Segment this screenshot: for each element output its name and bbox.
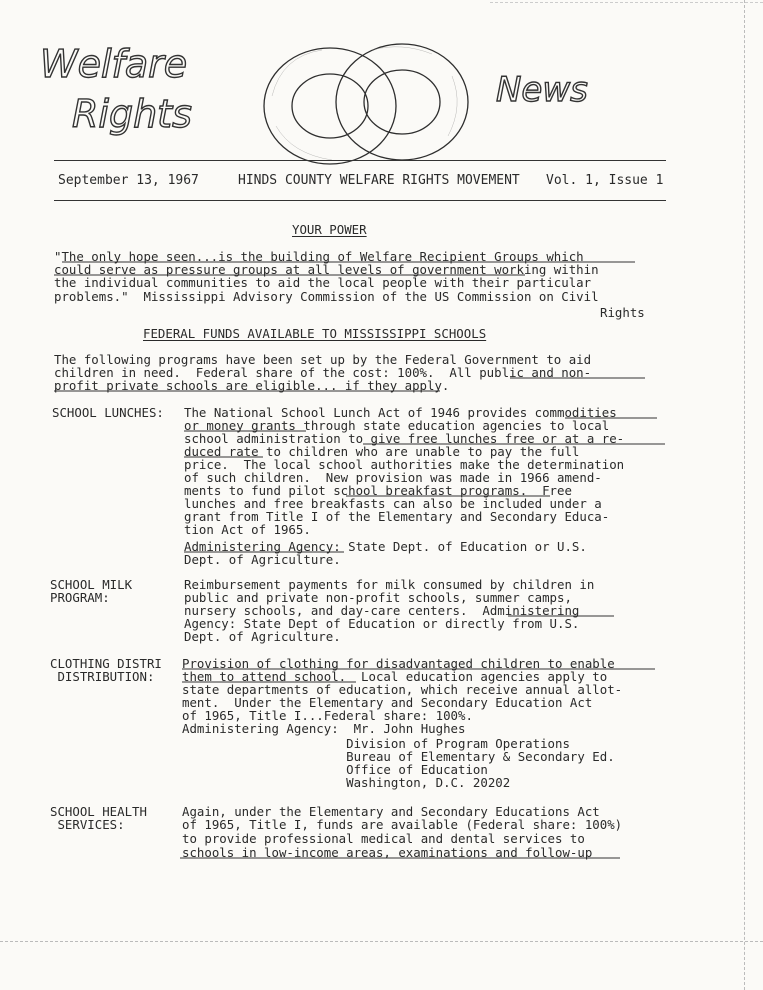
clothing-line: Office of Education: [182, 762, 488, 777]
clothing-line: them to attend school. Local education agencies apply to: [182, 669, 608, 684]
your-power-line-4: problems." Mississippi Advisory Commission of the US Commission on Civil: [54, 289, 599, 304]
health-line: to provide professional medical and dental services to: [182, 831, 585, 846]
volume-issue: Vol. 1, Issue 1: [546, 173, 664, 188]
milk-line: public and private non-profit schools, summer camps,: [184, 590, 572, 605]
clothing-line: of 1965, Title I...Federal share: 100%.: [182, 708, 473, 723]
school-milk-label-1: SCHOOL MILK: [50, 577, 133, 592]
scan-edge-bottom: [0, 941, 763, 942]
milk-line: Dept. of Agriculture.: [184, 629, 341, 644]
your-power-heading: YOUR POWER: [292, 222, 367, 237]
lunch-line: or money grants through state education agencies to local: [184, 418, 610, 433]
lunch-line: lunches and free breakfasts can also be included under a: [184, 496, 602, 511]
health-line: of 1965, Title I, funds are available (Federal share: 100%): [182, 817, 623, 832]
lunch-line: of such children. New provision was made in 1966 amend-: [184, 470, 602, 485]
scan-edge-top: [490, 2, 763, 3]
milk-line: nursery schools, and day-care centers. Administering: [184, 603, 580, 618]
scan-edge-right: [744, 0, 745, 990]
masthead-welfare: Welfare: [40, 42, 188, 86]
school-lunches-label: SCHOOL LUNCHES:: [52, 405, 164, 420]
lunch-line: Dept. of Agriculture.: [184, 552, 341, 567]
header-rule-top: [54, 160, 666, 161]
clothing-line: Washington, D.C. 20202: [182, 775, 511, 790]
clothing-line: Provision of clothing for disadvantaged children to enable: [182, 656, 615, 671]
milk-line: Agency: State Dept of Education or directly from U.S.: [184, 616, 580, 631]
lunch-line: Administering Agency: State Dept. of Education or U.S.: [184, 539, 587, 554]
masthead-rights: Rights: [72, 92, 192, 136]
intro-line-2: children in need. Federal share of the cost: 100%. All public and non-: [54, 365, 592, 380]
clothing-label-2: DISTRIBUTION:: [50, 669, 155, 684]
lunch-line: school administration to give free lunches free or at a re-: [184, 431, 625, 446]
interlocking-rings-logo: [252, 36, 482, 171]
clothing-line: Division of Program Operations: [182, 736, 570, 751]
lunch-line: tion Act of 1965.: [184, 522, 311, 537]
school-milk-label-2: PROGRAM:: [50, 590, 110, 605]
your-power-line-3: the individual communities to aid the local people with their particular: [54, 275, 592, 290]
clothing-line: ment. Under the Elementary and Secondary Education Act: [182, 695, 593, 710]
lunch-line: The National School Lunch Act of 1946 provides commodities: [184, 405, 617, 420]
health-line: schools in low-income areas, examinations and follow-up: [182, 845, 593, 860]
lunch-line: duced rate to children who are unable to pay the full: [184, 444, 580, 459]
health-label-1: SCHOOL HEALTH: [50, 804, 147, 819]
your-power-line-1: "The only hope seen...is the building of Welfare Recipient Groups which: [54, 249, 584, 264]
masthead-news: News: [496, 70, 588, 110]
milk-line: Reimbursement payments for milk consumed by children in: [184, 577, 595, 592]
health-label-2: SERVICES:: [50, 817, 125, 832]
clothing-line: Administering Agency: Mr. John Hughes: [182, 721, 466, 736]
intro-line-3: profit private schools are eligible... if they apply.: [54, 378, 450, 393]
lunch-line: price. The local school authorities make the determination: [184, 457, 625, 472]
lunch-line: ments to fund pilot school breakfast programs. Free: [184, 483, 572, 498]
clothing-label-1: CLOTHING DISTRI: [50, 656, 162, 671]
your-power-line-5: Rights: [600, 305, 645, 320]
your-power-line-2: could serve as pressure groups at all levels of government working within: [54, 262, 599, 277]
organization-name: HINDS COUNTY WELFARE RIGHTS MOVEMENT: [238, 173, 520, 188]
federal-funds-heading: FEDERAL FUNDS AVAILABLE TO MISSISSIPPI SCHOOLS: [143, 326, 487, 341]
intro-line-1: The following programs have been set up by the Federal Government to aid: [54, 352, 592, 367]
issue-date: September 13, 1967: [58, 173, 199, 188]
lunch-line: grant from Title I of the Elementary and Secondary Educa-: [184, 509, 610, 524]
health-line: Again, under the Elementary and Secondary Educations Act: [182, 804, 600, 819]
clothing-line: Bureau of Elementary & Secondary Ed.: [182, 749, 615, 764]
clothing-line: state departments of education, which receive annual allot-: [182, 682, 623, 697]
header-rule-bottom: [54, 200, 666, 201]
